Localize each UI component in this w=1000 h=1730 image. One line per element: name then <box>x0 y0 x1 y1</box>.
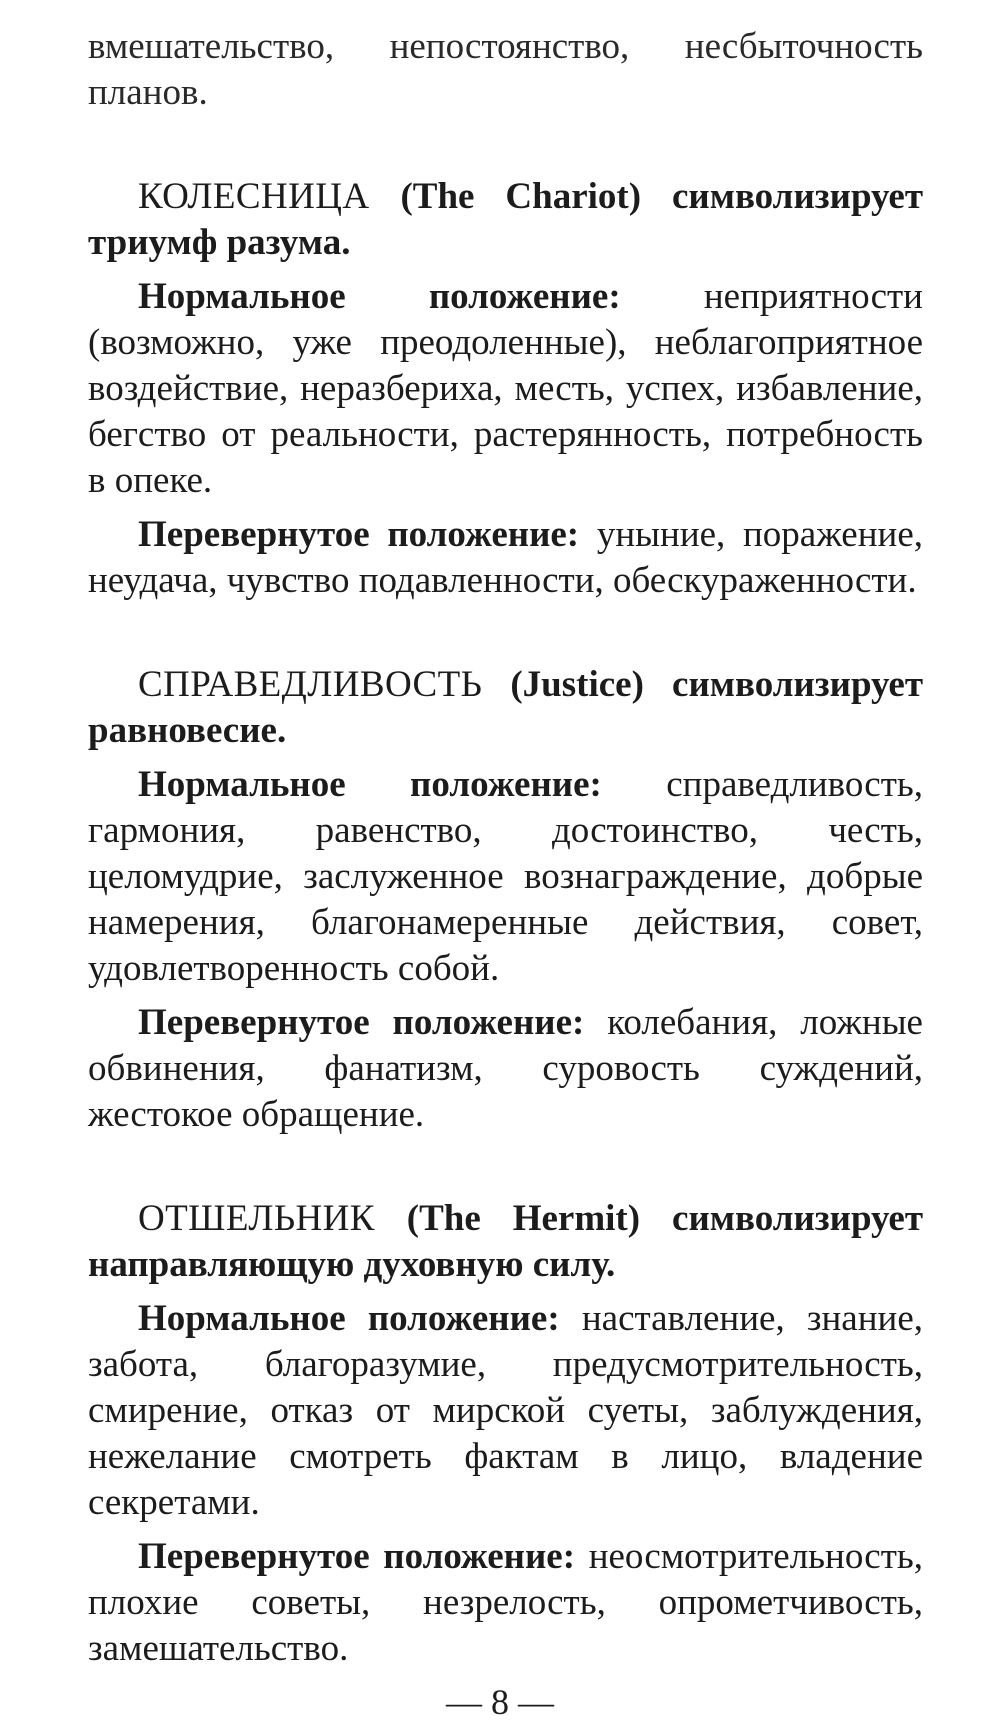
card-latin-name: (The Chariot) <box>400 176 642 217</box>
text-column <box>88 24 923 1672</box>
card-heading-hermit <box>88 1196 923 1288</box>
page-number: — 8 — <box>446 1682 554 1722</box>
reversed-meaning-hermit <box>88 1534 923 1672</box>
reversed-label: Перевернутое положение: <box>138 1002 585 1043</box>
card-heading-chariot <box>88 174 923 266</box>
upright-meaning-justice <box>88 762 923 992</box>
reversed-meaning-justice <box>88 1000 923 1138</box>
card-symbolism: символизирует направляющую духовную силу. <box>88 1198 924 1285</box>
reversed-text: колебания, ложные обвинения, фанатизм, суровость суждений, жестокое обращение. <box>88 1002 923 1135</box>
reversed-label: Перевернутое положение: <box>138 1536 576 1577</box>
upright-text: справедливость, гармония, равенство, достоинство, честь, целомудрие, заслуженное вознаграждение, добрые намерения, благонамеренные действия, совет, удовлетворенность собой. <box>88 764 924 989</box>
upright-text: наставление, знание, забота, благоразумие, предусмотрительность, смирение, отказ от мирской суеты, заблуждения, нежелание смотреть фактам в лицо, владение секретами. <box>88 1298 924 1523</box>
reversed-text: уныние, поражение, неудача, чувство подавленности, обескураженности. <box>88 514 923 601</box>
reversed-meaning-chariot <box>88 512 923 604</box>
card-symbolism: символизирует триумф разума. <box>88 176 923 263</box>
reversed-label: Перевернутое положение: <box>138 514 580 555</box>
upright-text: неприятности (возможно, уже преодоленные), неблагоприятное воздействие, неразбериха, месть, успех, избавление, бегство от реальности, растерянность, потребность в опеке. <box>88 276 923 501</box>
card-latin-name: (The Hermit) <box>406 1198 641 1239</box>
card-heading-justice <box>88 662 923 754</box>
upright-label: Нормальное положение: <box>138 276 621 317</box>
upright-meaning-chariot <box>88 274 923 504</box>
upright-meaning-hermit <box>88 1296 923 1526</box>
upright-label: Нормальное положение: <box>138 764 602 805</box>
card-name: ОТШЕЛЬНИК <box>138 1198 375 1239</box>
upright-label: Нормальное положение: <box>138 1298 560 1339</box>
card-name: СПРАВЕДЛИВОСТЬ <box>138 664 483 705</box>
card-symbolism: символизирует равновесие. <box>88 664 924 751</box>
card-name: КОЛЕСНИЦА <box>138 176 370 217</box>
reversed-text: неосмотрительность, плохие советы, незрелость, опрометчивость, замешательство. <box>88 1536 923 1669</box>
card-latin-name: (Justice) <box>510 664 644 705</box>
continued-paragraph: вмешательство, непостоянство, несбыточность планов. <box>88 26 923 113</box>
